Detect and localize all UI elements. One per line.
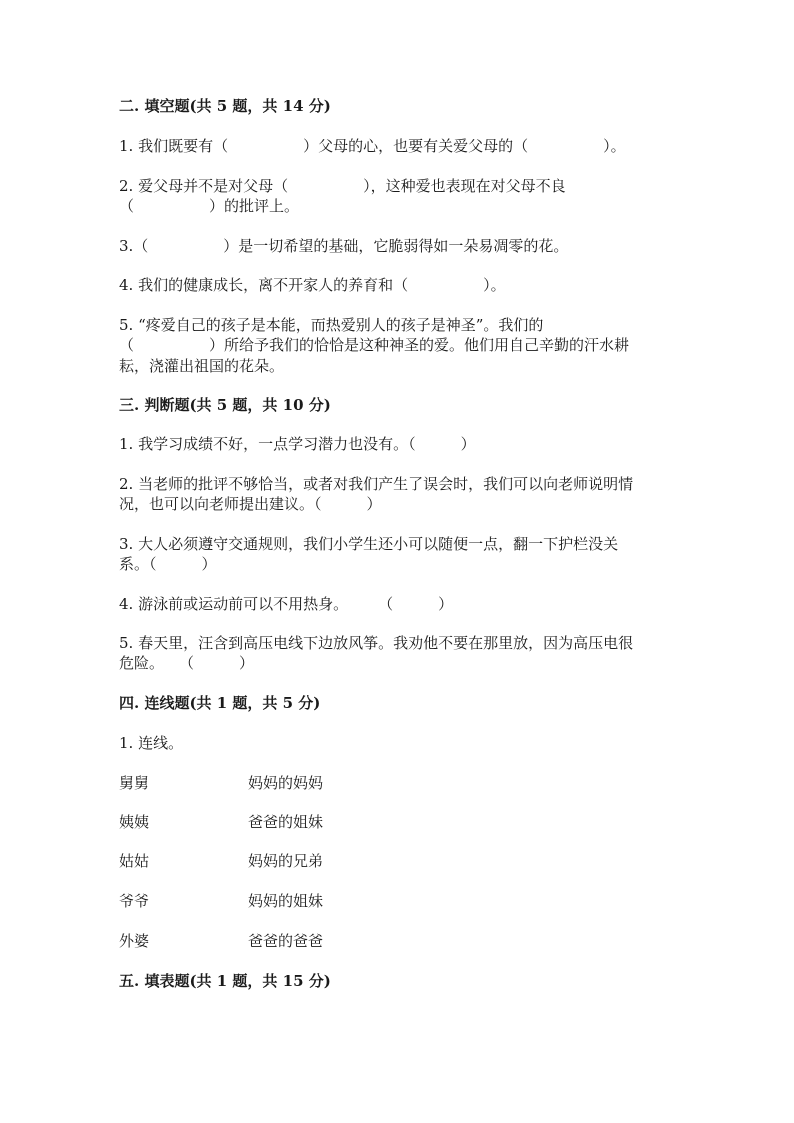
judge-question-5-line-1: 5. 春天里，汪含到高压电线下边放风筝。我劝他不要在那里放，因为高压电很: [119, 634, 634, 652]
match-right-item: 妈妈的姐妹: [248, 892, 324, 910]
judge-question-4: 4. 游泳前或运动前可以不用热身。 （ ）: [119, 595, 454, 613]
judge-question-3-line-1: 3. 大人必须遵守交通规则，我们小学生还小可以随便一点，翻一下护栏没关: [119, 535, 619, 553]
fill-question-3: 3.（ ）是一切希望的基础，它脆弱得如一朵易凋零的花。: [119, 237, 569, 255]
fill-question-4: 4. 我们的健康成长，离不开家人的养育和（ ）。: [119, 276, 506, 294]
fill-question-2-line-2: （ ）的批评上。: [119, 197, 300, 215]
section-3-heading: 三. 判断题(共 5 题，共 10 分): [119, 396, 331, 414]
match-right-item: 爸爸的姐妹: [248, 813, 324, 831]
judge-question-2-line-2: 况，也可以向老师提出建议。（ ）: [119, 495, 382, 513]
match-question-1: 1. 连线。: [119, 734, 184, 752]
match-left-item: 爷爷: [119, 892, 150, 910]
fill-question-1: 1. 我们既要有（ ）父母的心，也要有关爱父母的（ ）。: [119, 137, 626, 155]
judge-question-2-line-1: 2. 当老师的批评不够恰当，或者对我们产生了误会时，我们可以向老师说明情: [119, 475, 634, 493]
judge-question-1: 1. 我学习成绩不好，一点学习潜力也没有。（ ）: [119, 435, 476, 453]
section-4-heading: 四. 连线题(共 1 题，共 5 分): [119, 694, 321, 712]
match-right-item: 妈妈的兄弟: [248, 852, 324, 870]
fill-question-5-line-3: 耘，浇灌出祖国的花朵。: [119, 357, 285, 375]
fill-question-5-line-1: 5. “疼爱自己的孩子是本能，而热爱别人的孩子是神圣”。我们的: [119, 316, 544, 334]
section-5-heading: 五. 填表题(共 1 题，共 15 分): [119, 972, 331, 990]
match-left-item: 舅舅: [119, 774, 150, 792]
judge-question-3-line-2: 系。（ ）: [119, 555, 217, 573]
section-2-heading: 二. 填空题(共 5 题，共 14 分): [119, 97, 331, 115]
fill-question-2-line-1: 2. 爱父母并不是对父母（ ），这种爱也表现在对父母不良: [119, 177, 566, 195]
fill-question-5-line-2: （ ）所给予我们的恰恰是这种神圣的爱。他们用自己辛勤的汗水耕: [119, 336, 630, 354]
judge-question-5-line-2: 危险。 （ ）: [119, 654, 255, 672]
match-right-item: 爸爸的爸爸: [248, 932, 324, 950]
match-right-item: 妈妈的妈妈: [248, 774, 324, 792]
match-left-item: 姨姨: [119, 813, 150, 831]
match-left-item: 姑姑: [119, 852, 150, 870]
match-left-item: 外婆: [119, 932, 150, 950]
